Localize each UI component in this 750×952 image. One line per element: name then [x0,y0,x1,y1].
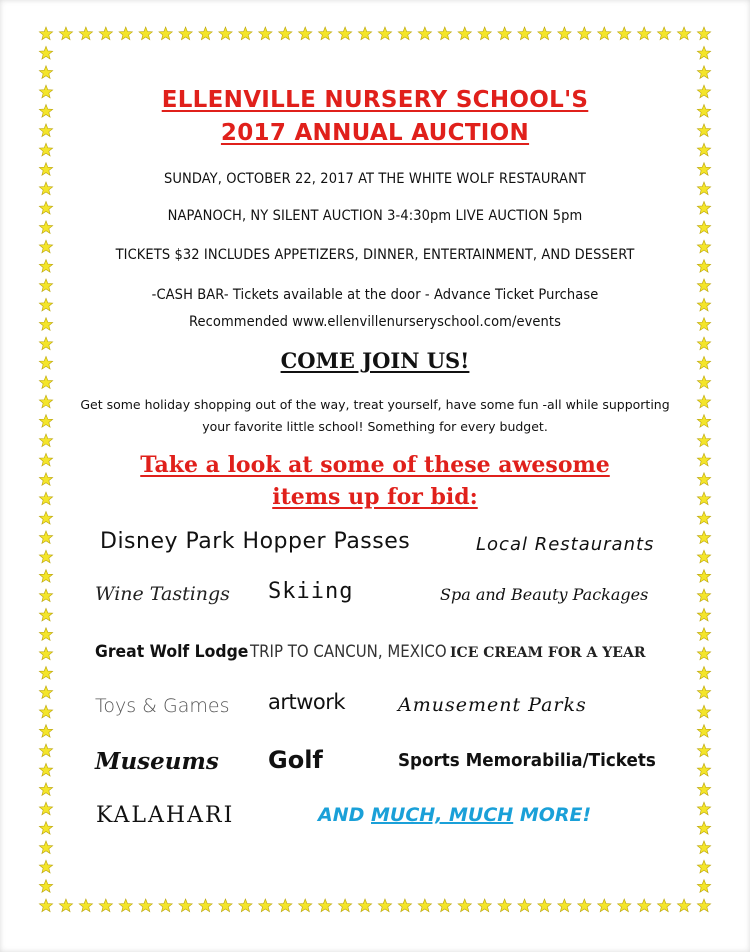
star-icon [39,860,52,873]
more-and: AND [318,804,365,826]
star-icon [558,27,571,40]
star-icon [697,705,710,718]
star-icon [677,899,690,912]
star-icon [697,647,710,660]
star-icon [79,899,92,912]
star-icon [39,434,52,447]
star-icon [259,27,272,40]
item-toys: Toys & Games [95,695,230,717]
star-icon [697,841,710,854]
star-icon [279,899,292,912]
item-cancun: TRIP TO CANCUN, MEXICO [250,642,447,662]
star-icon [259,899,272,912]
star-icon [578,27,591,40]
star-icon [618,899,631,912]
star-icon [338,899,351,912]
item-wine: Wine Tastings [95,583,230,605]
star-icon [239,899,252,912]
star-icon [378,899,391,912]
star-icon [638,899,651,912]
item-skiing: Skiing [268,579,354,604]
item-artwork: artwork [268,690,346,714]
star-icon [39,647,52,660]
star-icon [139,899,152,912]
star-icon [498,899,511,912]
star-icon [39,66,52,79]
star-icon [697,821,710,834]
item-ice-cream: ICE CREAM FOR A YEAR [450,645,646,661]
item-spa: Spa and Beauty Packages [440,585,649,604]
star-icon [39,763,52,776]
title-line-2: 2017 ANNUAL AUCTION [220,120,530,146]
star-icon [39,531,52,544]
star-icon [657,27,670,40]
star-icon [39,725,52,738]
star-icon [39,783,52,796]
star-icon [478,899,491,912]
star-icon [39,802,52,815]
star-icon [338,27,351,40]
star-icon [179,899,192,912]
star-icon [697,666,710,679]
star-icon [697,589,710,602]
more-much: MUCH, MUCH [371,804,514,826]
star-icon [697,802,710,815]
star-icon [518,27,531,40]
star-icon [677,27,690,40]
item-great-wolf: Great Wolf Lodge [95,642,249,662]
star-icon [358,27,371,40]
star-icon [697,531,710,544]
star-icon [318,899,331,912]
star-icon [299,27,312,40]
star-icon [318,27,331,40]
star-icon [697,686,710,699]
star-icon [39,46,52,59]
item-kalahari: KALAHARI [96,803,235,828]
star-icon [697,27,710,40]
star-icon [39,27,52,40]
star-icon [458,27,471,40]
star-icon [638,27,651,40]
star-icon [697,376,710,389]
star-icon [59,899,72,912]
star-icon [358,899,371,912]
star-icon [697,899,710,912]
star-icon [39,376,52,389]
star-icon [79,27,92,40]
star-icon [119,899,132,912]
star-icon [697,46,710,59]
date-venue-line: SUNDAY, OCTOBER 22, 2017 AT THE WHITE WOLF RESTAURANT [163,171,586,187]
star-icon [39,880,52,893]
star-icon [199,27,212,40]
star-icon [179,27,192,40]
star-icon [578,899,591,912]
item-golf: Golf [268,746,323,774]
star-icon [697,880,710,893]
star-icon [398,27,411,40]
star-icon [518,899,531,912]
bid-heading-line-2: items up for bid: [272,484,478,510]
star-icon [219,27,232,40]
star-icon [697,511,710,524]
star-icon [538,27,551,40]
star-icon [39,705,52,718]
star-icon [39,686,52,699]
star-icon [458,899,471,912]
star-icon [697,434,710,447]
come-join-heading: COME JOIN US! [280,348,470,373]
star-icon [418,27,431,40]
star-icon [498,27,511,40]
star-icon [697,744,710,757]
star-icon [598,899,611,912]
star-icon [398,899,411,912]
star-icon [697,725,710,738]
star-icon [39,511,52,524]
star-icon [697,550,710,563]
star-icon [39,841,52,854]
star-icon [39,628,52,641]
star-icon [299,899,312,912]
star-icon [39,666,52,679]
star-icon [119,27,132,40]
star-icon [378,27,391,40]
star-icon [199,899,212,912]
item-sports: Sports Memorabilia/Tickets [398,750,656,771]
item-amusement: Amusement Parks [398,694,587,716]
star-icon [99,899,112,912]
star-icon [478,27,491,40]
item-restaurants: Local Restaurants [476,534,655,555]
item-museums: Museums [95,748,219,775]
tickets-line: TICKETS $32 INCLUDES APPETIZERS, DINNER, ENTERTAINMENT, AND DESSERT [115,247,635,263]
star-icon [538,899,551,912]
star-icon [279,27,292,40]
star-icon [558,899,571,912]
star-icon [657,899,670,912]
star-icon [438,899,451,912]
star-icon [697,628,710,641]
star-icon [697,763,710,776]
star-icon [598,27,611,40]
star-icon [418,899,431,912]
title-line-1: ELLENVILLE NURSERY SCHOOL'S [161,87,589,113]
star-icon [697,860,710,873]
star-icon [697,783,710,796]
star-icon [139,27,152,40]
more-end: MORE! [519,804,592,826]
star-icon [697,570,710,583]
star-icon [697,608,710,621]
star-icon [99,27,112,40]
recommended-line: Recommended www.ellenvillenurseryschool.com/events [188,314,562,330]
star-icon [39,589,52,602]
star-icon [39,821,52,834]
star-icon [59,27,72,40]
star-icon [438,27,451,40]
star-icon [39,899,52,912]
star-icon [159,899,172,912]
item-disney: Disney Park Hopper Passes [100,529,411,554]
blurb-line-1: Get some holiday shopping out of the way, treat yourself, have some fun -all while supporting [80,397,670,412]
star-icon [39,570,52,583]
star-icon [239,27,252,40]
blurb-line-2: your favorite little school! Something for every budget. [202,419,548,434]
star-icon [159,27,172,40]
star-icon [618,27,631,40]
star-icon [39,550,52,563]
bid-heading-line-1: Take a look at some of these awesome [140,452,610,478]
star-icon [697,66,710,79]
location-times-line: NAPANOCH, NY SILENT AUCTION 3-4:30pm LIVE AUCTION 5pm [167,208,583,224]
star-icon [219,899,232,912]
item-much-more [318,804,591,826]
cash-bar-line: -CASH BAR- Tickets available at the door - Advance Ticket Purchase [151,287,599,303]
star-icon [39,608,52,621]
star-icon [39,744,52,757]
